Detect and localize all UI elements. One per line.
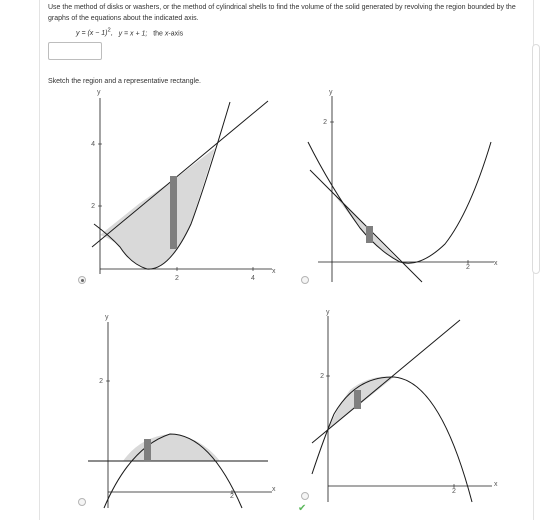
equation-2: y = x + 1; [118, 30, 148, 38]
y-axis-label: y [105, 314, 109, 321]
radio-option-b[interactable] [301, 276, 309, 284]
x-tick-label: 4 [251, 275, 255, 282]
representative-rectangle [170, 176, 177, 249]
graph-option-b [300, 86, 510, 286]
y-tick-label: 2 [99, 378, 103, 385]
radio-option-d[interactable] [301, 492, 309, 500]
y-tick-label: 4 [91, 141, 95, 148]
checkmark-icon: ✔ [298, 503, 307, 514]
scrollbar[interactable] [532, 44, 540, 274]
graph-option-c [60, 312, 290, 512]
representative-rectangle [144, 439, 151, 461]
x-tick-label: 2 [466, 264, 470, 271]
representative-rectangle [366, 226, 373, 243]
y-tick-label: 2 [91, 203, 95, 210]
y-axis-label: y [329, 89, 333, 96]
axis-label: the x-axis [153, 30, 184, 38]
radio-option-a[interactable] [78, 276, 86, 284]
answer-input[interactable] [48, 42, 102, 60]
representative-rectangle [354, 390, 361, 409]
x-axis-label: x [494, 260, 498, 267]
y-tick-label: 2 [323, 119, 327, 126]
equation-1: $y = (x - 1)^2$, [76, 28, 113, 38]
y-axis-label: y [97, 89, 101, 96]
y-axis-label: y [326, 309, 330, 316]
sketch-prompt: Sketch the region and a representative rectangle. [48, 78, 201, 85]
x-axis-label: x [494, 481, 498, 488]
radio-option-c[interactable] [78, 498, 86, 506]
x-axis-label: x [272, 268, 276, 275]
x-tick-label: 2 [230, 493, 234, 500]
graph-option-a [60, 86, 290, 286]
question-text: Use the method of disks or washers, or the method of cylindrical shells to find the volume of the solid generated by revolving the region bounded by the graphs of the equations about the indicated axis. [48, 4, 516, 22]
equations [76, 28, 183, 37]
x-tick-label: 2 [175, 275, 179, 282]
graph-option-d [300, 306, 510, 506]
x-tick-label: 2 [452, 488, 456, 495]
x-axis-label: x [272, 486, 276, 493]
y-tick-label: 2 [320, 373, 324, 380]
